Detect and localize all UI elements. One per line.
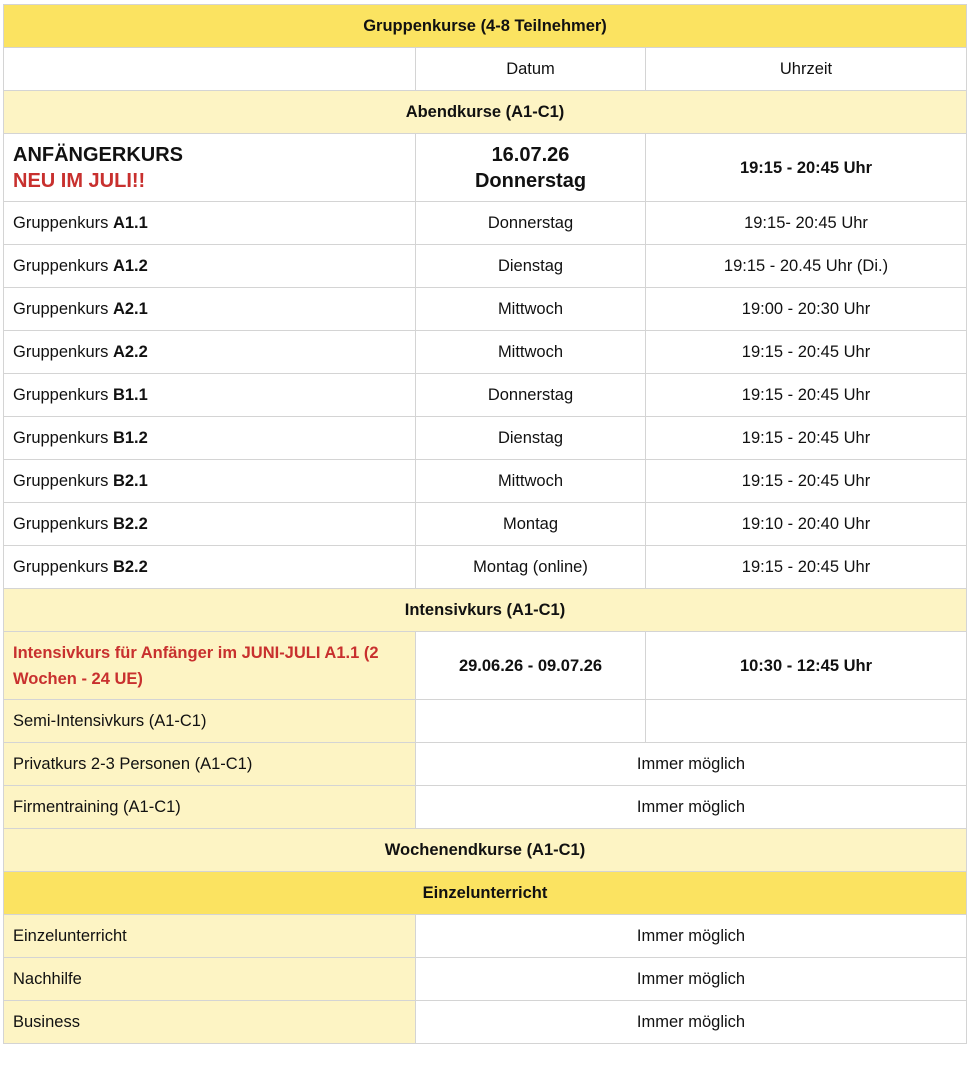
section-row-einzelunterricht xyxy=(4,872,967,915)
course-day: Mittwoch xyxy=(416,331,646,374)
course-time: 19:15 - 20:45 Uhr xyxy=(646,331,967,374)
course-label: Privatkurs 2-3 Personen (A1-C1) xyxy=(4,743,416,786)
table-row xyxy=(4,743,967,786)
course-prefix: Gruppenkurs xyxy=(13,299,113,318)
course-prefix: Gruppenkurs xyxy=(13,514,113,533)
course-label: Business xyxy=(4,1001,416,1044)
section-heading-abendkurse: Abendkurse (A1-C1) xyxy=(4,91,967,134)
table-row xyxy=(4,1001,967,1044)
course-name xyxy=(4,245,416,288)
course-name xyxy=(4,288,416,331)
table-row xyxy=(4,700,967,743)
course-label: Semi-Intensivkurs (A1-C1) xyxy=(4,700,416,743)
intensive-course-time: 10:30 - 12:45 Uhr xyxy=(646,632,967,700)
table-row xyxy=(4,460,967,503)
column-header-time: Uhrzeit xyxy=(646,48,967,91)
table-row xyxy=(4,786,967,829)
course-name xyxy=(4,374,416,417)
section-row-abendkurse xyxy=(4,91,967,134)
featured-course-title: ANFÄNGERKURS xyxy=(13,143,183,166)
column-header-date: Datum xyxy=(416,48,646,91)
course-day: Mittwoch xyxy=(416,288,646,331)
table-title-row xyxy=(4,5,967,48)
course-prefix: Gruppenkurs xyxy=(13,471,113,490)
course-time: 19:15 - 20:45 Uhr xyxy=(646,546,967,589)
availability-value: Immer möglich xyxy=(416,958,967,1001)
course-level: A2.2 xyxy=(112,342,148,361)
course-time: 19:15 - 20.45 Uhr (Di.) xyxy=(646,245,967,288)
course-prefix: Gruppenkurs xyxy=(13,213,113,232)
course-name xyxy=(4,460,416,503)
course-label: Firmentraining (A1-C1) xyxy=(4,786,416,829)
intensive-course-title: Intensivkurs für Anfänger im JUNI-JULI A1.1 (2 Wochen - 24 UE) xyxy=(4,632,416,700)
course-level: A2.1 xyxy=(112,299,148,318)
featured-course-time: 19:15 - 20:45 Uhr xyxy=(646,134,967,202)
section-row-intensivkurs xyxy=(4,589,967,632)
course-time: 19:10 - 20:40 Uhr xyxy=(646,503,967,546)
course-name xyxy=(4,331,416,374)
course-name xyxy=(4,417,416,460)
availability-value: Immer möglich xyxy=(416,915,967,958)
course-name xyxy=(4,503,416,546)
availability-value: Immer möglich xyxy=(416,1001,967,1044)
course-prefix: Gruppenkurs xyxy=(13,428,113,447)
course-label: Nachhilfe xyxy=(4,958,416,1001)
featured-course-row xyxy=(4,134,967,202)
course-name xyxy=(4,202,416,245)
empty-cell xyxy=(416,700,646,743)
course-level: B1.2 xyxy=(112,428,148,447)
table-row xyxy=(4,288,967,331)
empty-cell xyxy=(646,700,967,743)
course-label: Einzelunterricht xyxy=(4,915,416,958)
course-day: Mittwoch xyxy=(416,460,646,503)
course-time: 19:15 - 20:45 Uhr xyxy=(646,417,967,460)
course-level: A1.1 xyxy=(112,213,148,232)
course-schedule-table xyxy=(3,4,967,1044)
intensive-course-date: 29.06.26 - 09.07.26 xyxy=(416,632,646,700)
table-row xyxy=(4,958,967,1001)
availability-value: Immer möglich xyxy=(416,743,967,786)
table-title: Gruppenkurse (4-8 Teilnehmer) xyxy=(4,5,967,48)
featured-course-date-cell xyxy=(416,134,646,202)
course-day: Montag (online) xyxy=(416,546,646,589)
course-prefix: Gruppenkurs xyxy=(13,256,113,275)
course-level: A1.2 xyxy=(112,256,148,275)
section-row-wochenendkurse xyxy=(4,829,967,872)
course-level: B2.2 xyxy=(112,557,148,576)
course-day: Dienstag xyxy=(416,245,646,288)
table-row xyxy=(4,202,967,245)
intensive-course-row xyxy=(4,632,967,700)
course-prefix: Gruppenkurs xyxy=(13,557,113,576)
featured-course-subtitle: NEU IM JULI!! xyxy=(13,169,146,192)
course-time: 19:00 - 20:30 Uhr xyxy=(646,288,967,331)
table-row xyxy=(4,546,967,589)
table-row xyxy=(4,331,967,374)
course-prefix: Gruppenkurs xyxy=(13,342,113,361)
course-day: Montag xyxy=(416,503,646,546)
table-row xyxy=(4,503,967,546)
column-header-row xyxy=(4,48,967,91)
course-level: B1.1 xyxy=(112,385,148,404)
course-name xyxy=(4,546,416,589)
featured-course-cell xyxy=(4,134,416,202)
table-row xyxy=(4,374,967,417)
course-day: Donnerstag xyxy=(416,374,646,417)
table-row xyxy=(4,915,967,958)
section-heading-intensivkurs: Intensivkurs (A1-C1) xyxy=(4,589,967,632)
course-time: 19:15 - 20:45 Uhr xyxy=(646,460,967,503)
course-level: B2.1 xyxy=(112,471,148,490)
column-header-course xyxy=(4,48,416,91)
course-prefix: Gruppenkurs xyxy=(13,385,113,404)
table-row xyxy=(4,245,967,288)
course-day: Dienstag xyxy=(416,417,646,460)
course-day: Donnerstag xyxy=(416,202,646,245)
availability-value: Immer möglich xyxy=(416,786,967,829)
course-level: B2.2 xyxy=(112,514,148,533)
section-heading-einzelunterricht: Einzelunterricht xyxy=(4,872,967,915)
featured-course-day: Donnerstag xyxy=(474,169,587,192)
section-heading-wochenendkurse: Wochenendkurse (A1-C1) xyxy=(4,829,967,872)
featured-course-date: 16.07.26 xyxy=(491,143,570,166)
course-time: 19:15- 20:45 Uhr xyxy=(646,202,967,245)
table-row xyxy=(4,417,967,460)
course-time: 19:15 - 20:45 Uhr xyxy=(646,374,967,417)
